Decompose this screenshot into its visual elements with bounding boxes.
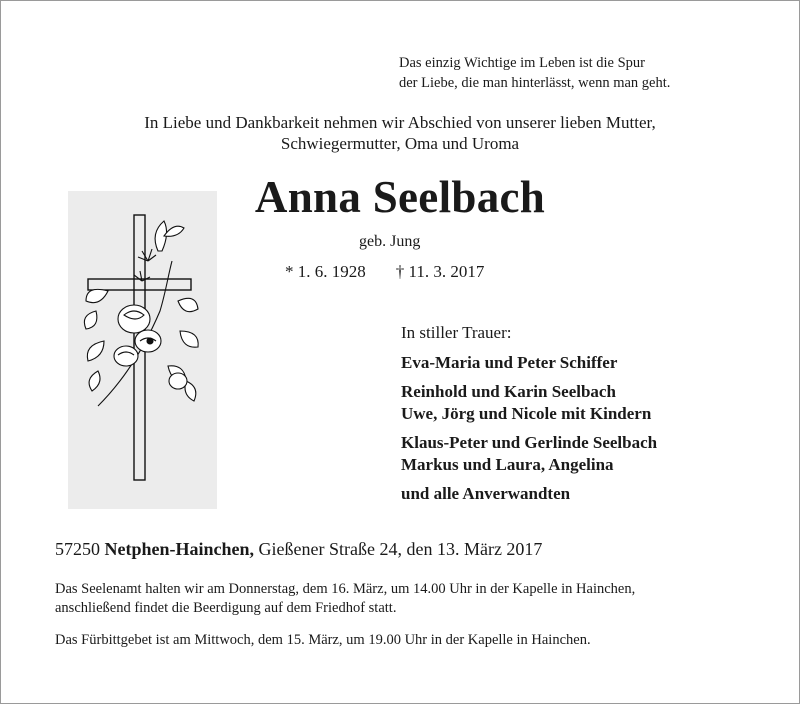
rose-branch-icon: [84, 221, 198, 406]
mourning-heading: In stiller Trauer:: [401, 323, 512, 342]
cross-with-roses-image: [68, 191, 217, 509]
mourner-line: Eva-Maria und Peter Schiffer: [401, 353, 618, 372]
address-street-date: Gießener Straße 24, den 13. März 2017: [258, 539, 543, 559]
quote-line-2: der Liebe, die man hinterlässt, wenn man geht.: [399, 75, 671, 91]
deceased-name: Anna Seelbach: [254, 172, 546, 222]
address-postcode: 57250: [55, 539, 100, 559]
death-date: † 11. 3. 2017: [395, 262, 485, 281]
mourner-group: [401, 432, 657, 476]
mourner-group: [401, 381, 657, 425]
life-dates: [285, 262, 484, 282]
requiem-line-2: anschließend findet die Beerdigung auf dem Friedhof statt.: [55, 600, 397, 616]
mourners-list: [401, 352, 657, 512]
birth-date: * 1. 6. 1928: [285, 262, 366, 281]
mourner-group: [401, 352, 657, 374]
prayer-notice: Das Fürbittgebet ist am Mittwoch, dem 15. März, um 19.00 Uhr in der Kapelle in Hainchen.: [55, 632, 591, 648]
mourner-line: und alle Anverwandten: [401, 484, 571, 503]
mourner-line: Klaus-Peter und Gerlinde Seelbach: [401, 433, 658, 452]
mourner-line: Markus und Laura, Angelina: [401, 455, 614, 474]
address: [55, 539, 542, 560]
intro-line-1: In Liebe und Dankbarkeit nehmen wir Abschied von unserer lieben Mutter,: [144, 113, 656, 132]
address-town: Netphen-Hainchen,: [104, 539, 255, 559]
intro-text: [0, 112, 800, 154]
birth-name: geb. Jung: [359, 233, 421, 250]
requiem-notice: [55, 580, 635, 618]
intro-line-2: Schwiegermutter, Oma und Uroma: [280, 134, 520, 153]
mourner-line: Uwe, Jörg und Nicole mit Kindern: [401, 404, 652, 423]
requiem-line-1: Das Seelenamt halten wir am Donnerstag, dem 16. März, um 14.00 Uhr in der Kapelle in Hainchen,: [55, 581, 636, 597]
mourner-group: [401, 483, 657, 505]
quote: [399, 53, 670, 93]
quote-line-1: Das einzig Wichtige im Leben ist die Spur: [399, 55, 645, 71]
mourner-line: Reinhold und Karin Seelbach: [401, 382, 616, 401]
